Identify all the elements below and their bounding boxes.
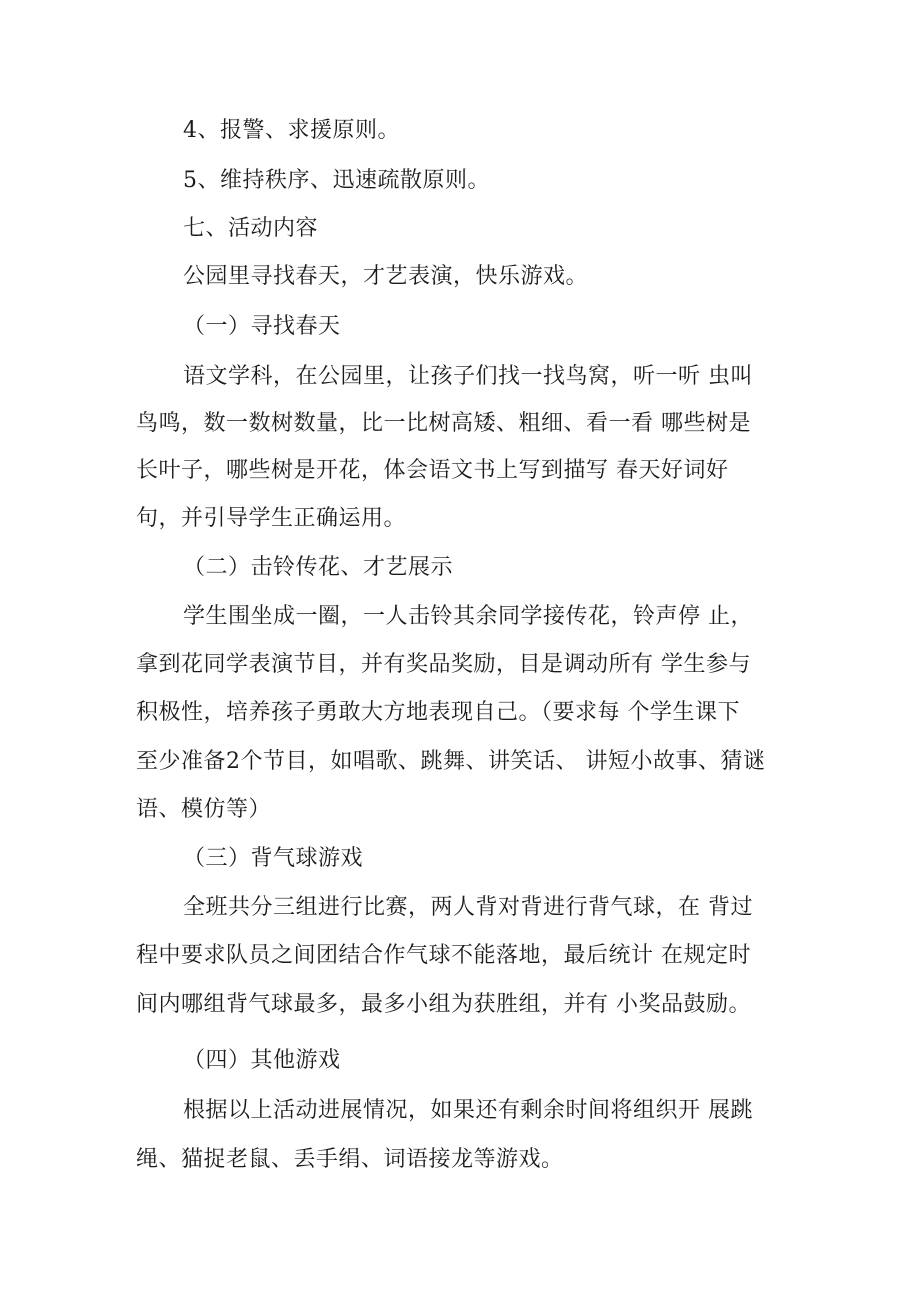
paragraph-line: 长叶子，哪些树是开花，体会语文书上写到描写 春天好词好: [136, 458, 729, 483]
paragraph-line: 根据以上活动进展情况，如果还有剩余时间将组织开 展跳: [183, 1098, 753, 1123]
paragraph-line: 间内哪组背气球最多，最多小组为获胜组，并有 小奖品鼓励。: [136, 992, 751, 1017]
paragraph-line: 鸟鸣，数一数树数量，比一比树高矮、粗细、看一看 哪些树是: [136, 411, 751, 436]
paragraph-line: 拿到花同学表演节目，并有奖品奖励，目是调动所有 学生参与: [136, 652, 751, 677]
paragraph-line: 句，并引导学生正确运用。: [136, 506, 407, 531]
paragraph-line: 绳、猫捉老鼠、丢手绢、词语接龙等游戏。: [136, 1147, 564, 1172]
part-heading: （二）击铃传花、才艺展示: [183, 555, 454, 580]
paragraph-line: 程中要求队员之间团结合作气球不能落地，最后统计 在规定时: [136, 943, 751, 968]
part-heading: （四）其他游戏: [183, 1048, 341, 1073]
principle-item-5: 5、维持秩序、迅速疏散原则。: [183, 168, 490, 193]
paragraph-line: 语文学科，在公园里，让孩子们找一找鸟窝，听一听 虫叫: [183, 364, 753, 389]
paragraph-line: 全班共分三组进行比赛，两人背对背进行背气球，在 背过: [183, 895, 753, 920]
paragraph-line: 至少准备2个节目，如唱歌、跳舞、讲笑话、 讲短小故事、猜谜: [136, 749, 766, 774]
paragraph-line: 语、模仿等）: [136, 797, 272, 822]
section-heading: 七、活动内容: [183, 216, 319, 241]
principle-item-4: 4、报警、求援原则。: [183, 118, 400, 143]
part-heading: （三）背气球游戏: [183, 846, 364, 871]
section-summary: 公园里寻找春天，才艺表演，快乐游戏。: [183, 264, 589, 289]
part-heading: （一）寻找春天: [183, 314, 341, 339]
paragraph-line: 学生围坐成一圈，一人击铃其余同学接传花，铃声停 止，: [183, 604, 753, 629]
paragraph-line: 积极性，培养孩子勇敢大方地表现自己。（要求每 个学生课下: [136, 700, 740, 725]
